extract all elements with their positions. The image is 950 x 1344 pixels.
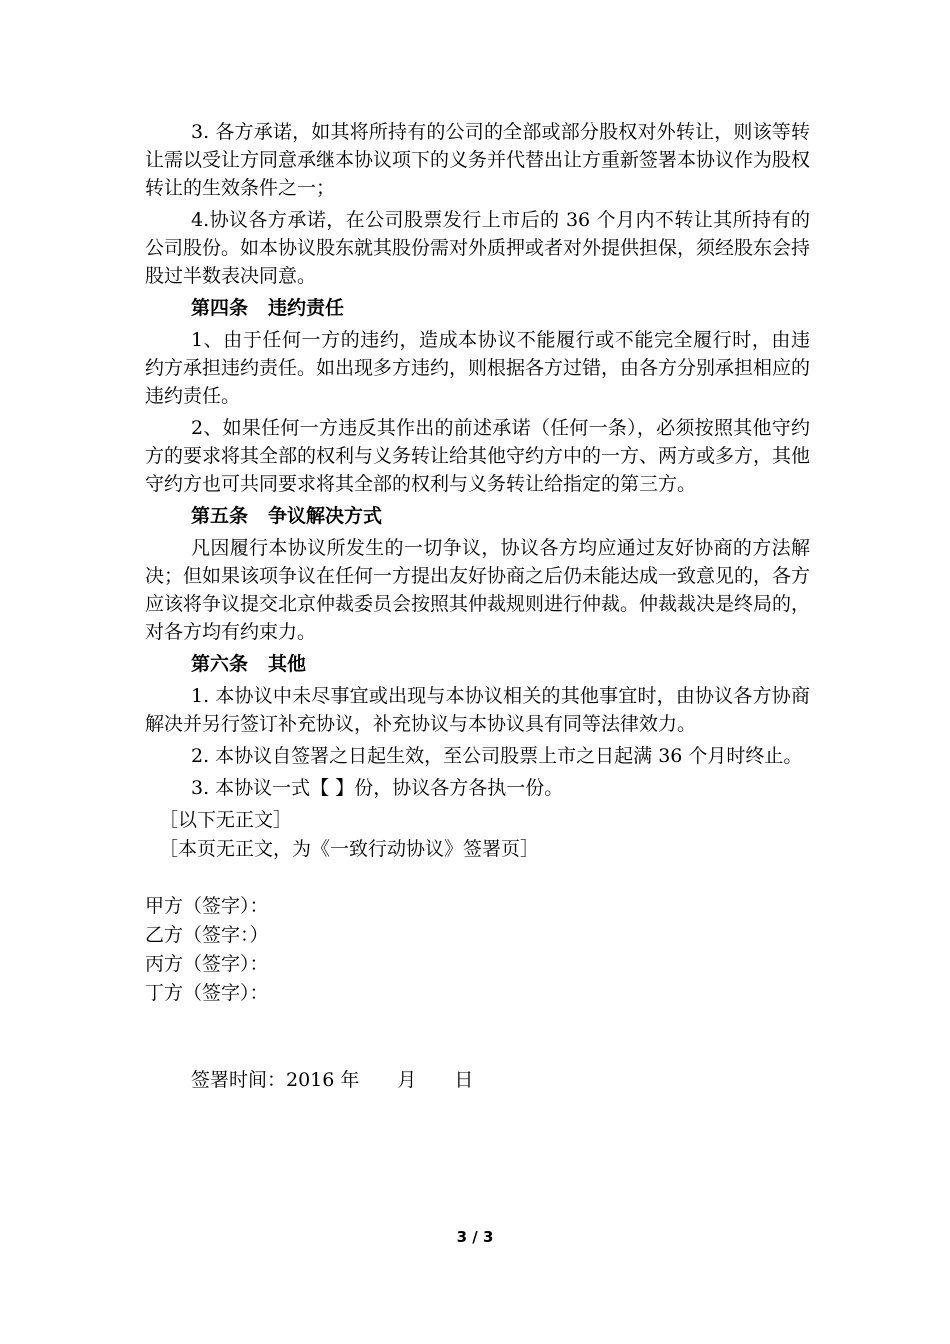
article-5-number: 第五条 xyxy=(191,505,249,527)
signature-party-d: 丁方（签字）： xyxy=(145,982,269,1004)
article-4-paragraph-2: 2、如果任何一方违反其作出的前述承诺（任何一条），必须按照其他守约方的要求将其全部的权利与义务转让给其他守约方中的一方、两方或多方，其他守约方也可共同要求将其全部的权利与义务转让给指定的第三方。 xyxy=(145,417,811,495)
document-body xyxy=(145,118,810,1113)
article-4-number: 第四条 xyxy=(191,297,249,319)
article-6-number: 第六条 xyxy=(191,653,249,675)
signature-party-a: 甲方（签字）： xyxy=(145,895,269,917)
article-4-paragraph-1: 1、由于任何一方的违约，造成本协议不能履行或不能完全履行时，由违约方承担违约责任。如出现多方违约，则根据各方过错，由各方分别承担相应的违约责任。 xyxy=(145,329,811,407)
signature-block xyxy=(145,892,810,1008)
page-number: 3 / 3 xyxy=(456,1228,494,1246)
note-signature-page: ［本页无正文，为《一致行动协议》签署页］ xyxy=(159,838,540,860)
signing-date: 签署时间：2016 年 月 日 xyxy=(191,1069,474,1091)
note-no-further-text: ［以下无正文］ xyxy=(159,809,293,831)
signature-party-b: 乙方（签字：） xyxy=(145,924,269,946)
article-6-heading xyxy=(145,650,810,678)
article-4-heading xyxy=(145,294,810,322)
paragraph-commitment-4: 4.协议各方承诺，在公司股票发行上市后的 36 个月内不转让其所持有的公司股份。如本协议股东就其股份需对外质押或者对外提供担保，须经股东会持股过半数表决同意。 xyxy=(145,209,811,287)
article-6-paragraph-1: 1. 本协议中未尽事宜或出现与本协议相关的其他事宜时，由协议各方协商解决并另行签订补充协议，补充协议与本协议具有同等法律效力。 xyxy=(145,685,810,735)
article-4-title: 违约责任 xyxy=(268,297,345,319)
article-6-paragraph-2: 2. 本协议自签署之日起生效，至公司股票上市之日起满 36 个月时终止。 xyxy=(191,745,803,767)
article-5-heading xyxy=(145,502,810,530)
paragraph-commitment-3: 3. 各方承诺，如其将所持有的公司的全部或部分股权对外转让，则该等转让需以受让方同意承继本协议项下的义务并代替出让方重新签署本协议作为股权转让的生效条件之一； xyxy=(145,121,811,199)
article-5-paragraph-1: 凡因履行本协议所发生的一切争议，协议各方均应通过友好协商的方法解决；但如果该项争议在任何一方提出友好协商之后仍未能达成一致意见的，各方应该将争议提交北京仲裁委员会按照其仲裁规则进行仲裁。仲裁裁决是终局的，对各方均有约束力。 xyxy=(145,537,811,643)
article-5-title: 争议解决方式 xyxy=(268,505,383,527)
signature-party-c: 丙方（签字）： xyxy=(145,953,269,975)
article-6-paragraph-3: 3. 本协议一式【 】份，协议各方各执一份。 xyxy=(191,777,564,799)
article-6-title: 其他 xyxy=(268,653,307,675)
